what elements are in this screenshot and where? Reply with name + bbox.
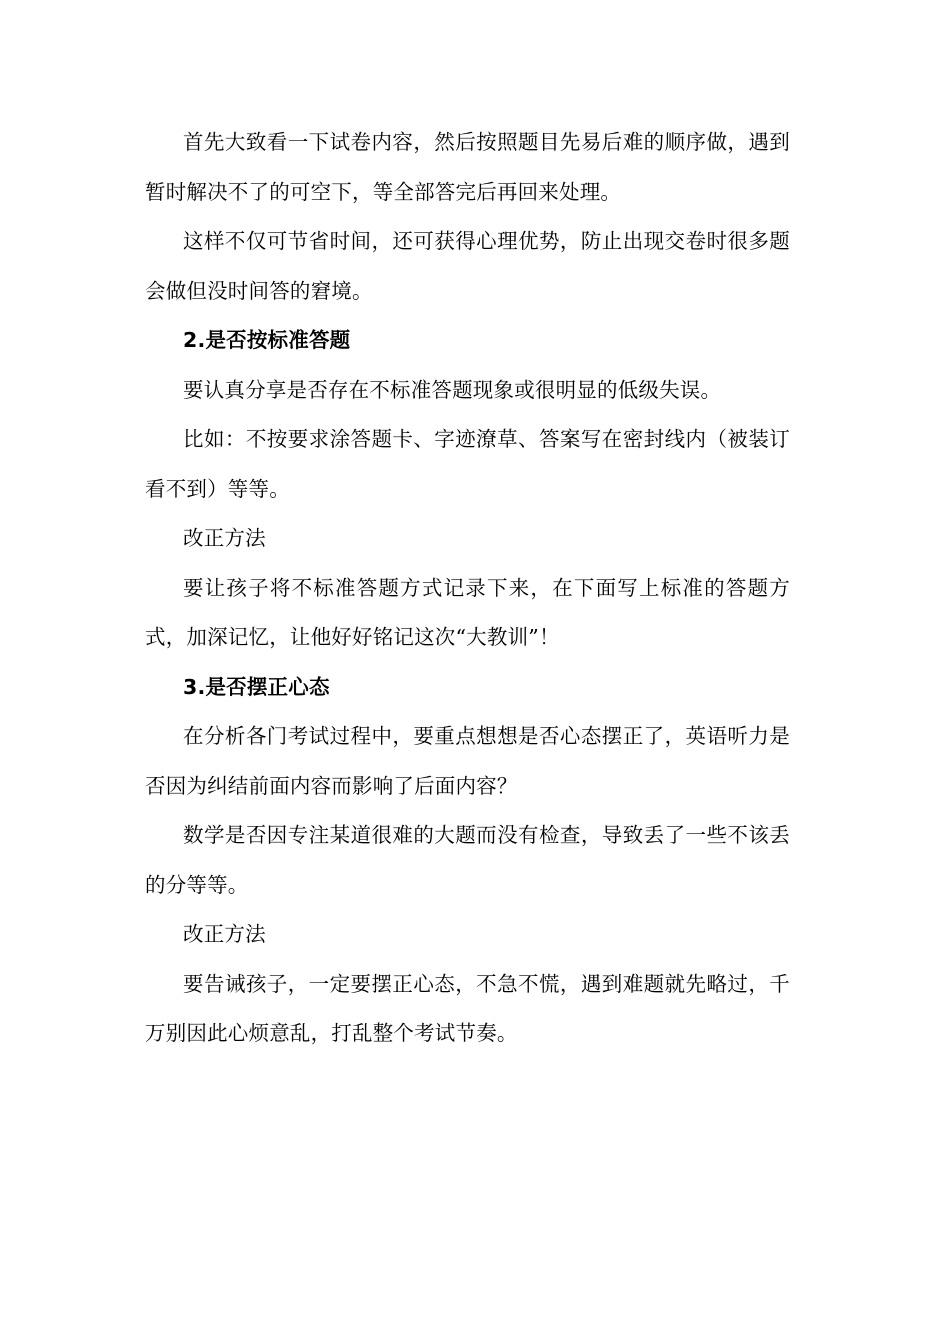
- paragraph-math-example: 数学是否因专注某道很难的大题而没有检查，导致丢了一些不该丢的分等等。: [145, 823, 790, 897]
- document-body: [145, 118, 790, 1059]
- paragraph-examples: 比如：不按要求涂答题卡、字迹潦草、答案写在密封线内（被装订看不到）等等。: [145, 427, 790, 501]
- subheading-correction-method-1: 改正方法: [183, 526, 266, 550]
- paragraph-mindset-analysis: 在分析各门考试过程中，要重点想想是否心态摆正了，英语听力是否因为纠结前面内容而影响了后面内容？: [145, 724, 790, 798]
- subheading-correction-method-2: 改正方法: [183, 922, 266, 946]
- paragraph-check-standard: 要认真分享是否存在不标准答题现象或很明显的低级失误。: [183, 377, 722, 402]
- paragraph-stay-calm: 要告诫孩子，一定要摆正心态，不急不慌，遇到难题就先略过，千万别因此心烦意乱，打乱整个考试节奏。: [145, 971, 790, 1045]
- paragraph-exam-order: 首先大致看一下试卷内容，然后按照题目先易后难的顺序做，遇到暂时解决不了的可空下，等全部答完后再回来处理。: [145, 130, 790, 204]
- section-heading-standard-answering: 2.是否按标准答题: [183, 328, 351, 352]
- paragraph-record-answers: 要让孩子将不标准答题方式记录下来，在下面写上标准的答题方式，加深记忆，让他好好铭记这次“大教训”！: [145, 575, 790, 649]
- paragraph-time-advantage: 这样不仅可节省时间，还可获得心理优势，防止出现交卷时很多题会做但没时间答的窘境。: [145, 229, 790, 303]
- section-heading-mindset: 3.是否摆正心态: [183, 674, 330, 699]
